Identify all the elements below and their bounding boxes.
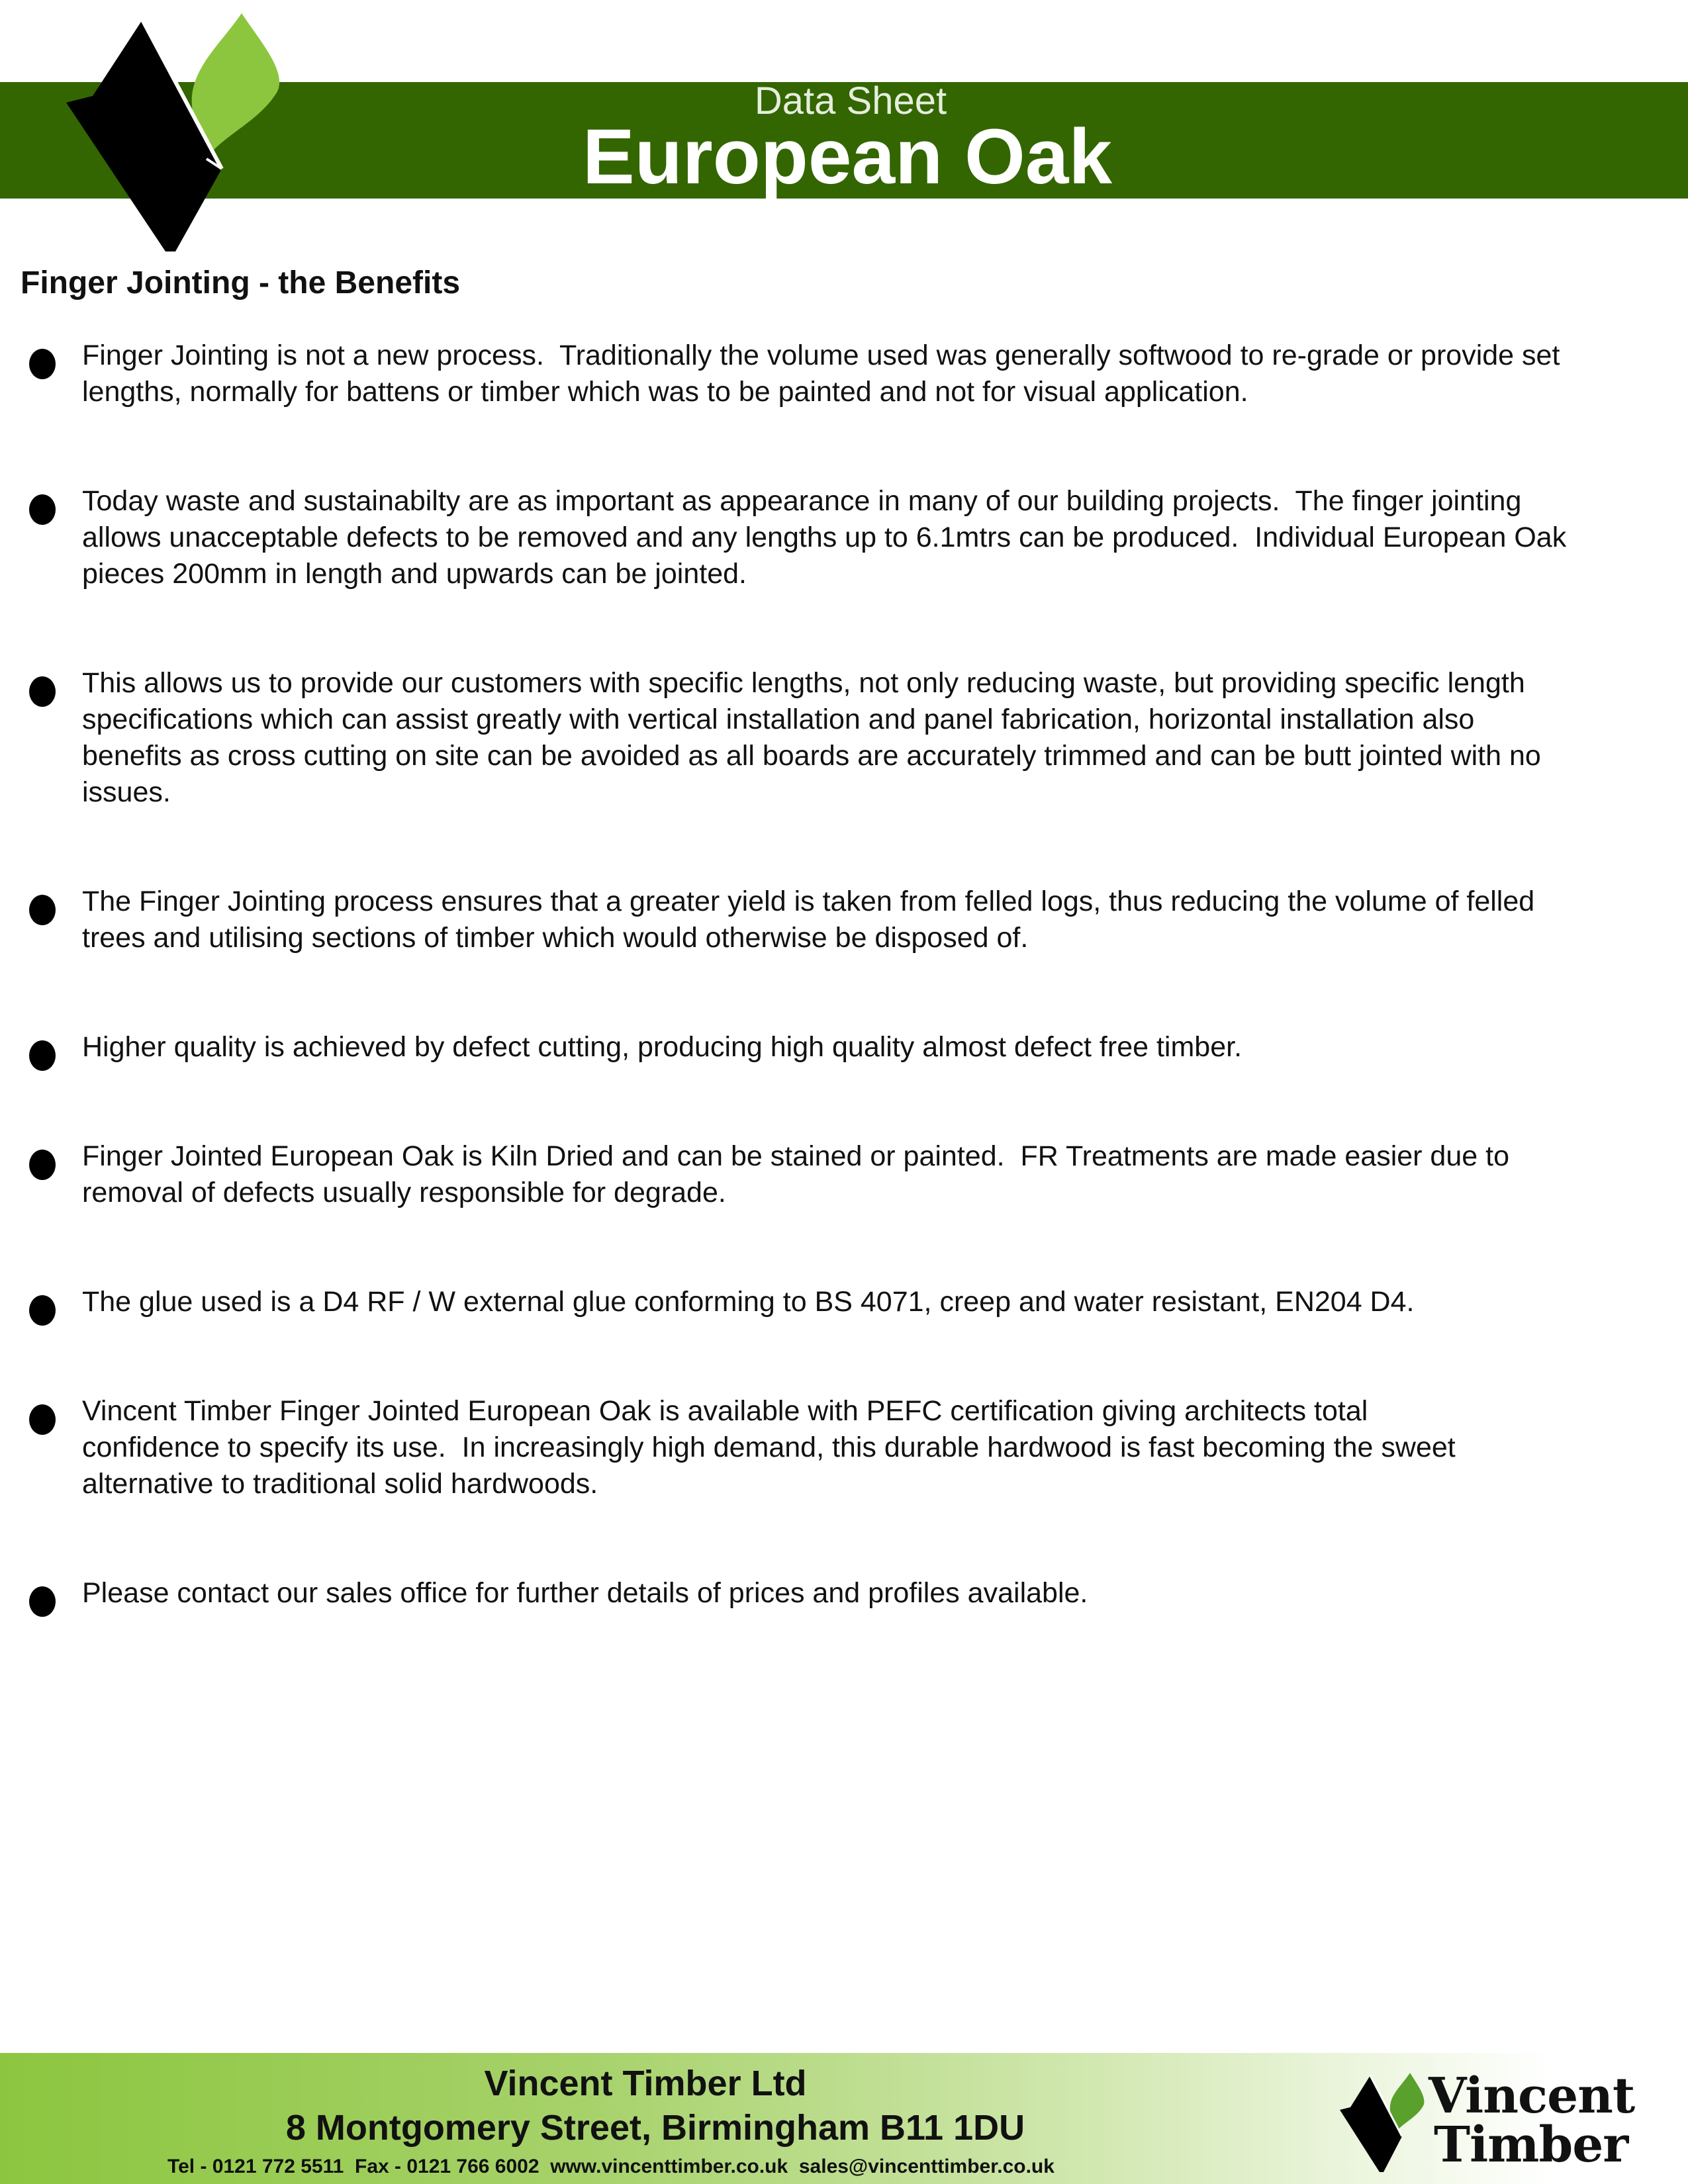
list-item-text: Today waste and sustainabilty are as important as appearance in many of our building projects. The finger jointing allows unacceptable defects to be removed and any lengths up to 6.1mtrs can be produced. Individual European Oak pieces 200mm in length and upwards can be jointed. [82, 485, 1567, 590]
footer-contact: Tel - 0121 772 5511 Fax - 0121 766 6002 www.vincenttimber.co.uk sales@vincenttimber.co.uk [167, 2156, 1055, 2177]
section-heading: Finger Jointing - the Benefits [21, 265, 461, 300]
bullet-dot-icon [29, 1150, 56, 1180]
list-item-text: Finger Jointed European Oak is Kiln Dried and can be stained or painted. FR Treatments are made easier due to removal of defects usually responsible for degrade. [82, 1140, 1509, 1208]
list-item-text: This allows us to provide our customers with specific lengths, not only reducing waste, but providing specific length specifications which can assist greatly with vertical installation and panel fabrication, horizontal installation also benefits as cross cutting on site can be avoided as all boards are accurately trimmed and can be butt jointed with no issues. [82, 667, 1541, 808]
bullet-dot-icon [29, 494, 56, 525]
page-title: European Oak [582, 113, 1112, 201]
bullet-dot-icon [29, 676, 56, 707]
list-item-text: Higher quality is achieved by defect cutting, producing high quality almost defect free timber. [82, 1031, 1243, 1063]
header-subtitle: Data Sheet [754, 79, 947, 122]
footer-logo [1336, 2069, 1634, 2175]
bullet-dot-icon [29, 1040, 56, 1071]
footer-company-name: Vincent Timber Ltd [484, 2064, 807, 2103]
list-item-text: The Finger Jointing process ensures that a greater yield is taken from felled logs, thus reducing the volume of felled trees and utilising sections of timber which would otherwise be disposed of. [82, 886, 1535, 954]
bullet-dot-icon [29, 1404, 56, 1435]
bullet-dot-icon [29, 1295, 56, 1326]
list-item-text: The glue used is a D4 RF / W external glue conforming to BS 4071, creep and water resistant, EN204 D4. [82, 1286, 1415, 1318]
footer-address: 8 Montgomery Street, Birmingham B11 1DU [285, 2108, 1025, 2148]
list-item-text: Finger Jointing is not a new process. Traditionally the volume used was generally softwood to re-grade or provide set lengths, normally for battens or timber which was to be painted and not for visual application. [82, 340, 1560, 408]
vincent-timber-logo-icon [1336, 2069, 1429, 2175]
bullet-dot-icon [29, 1586, 56, 1617]
footer-logo-word: Timber [1434, 2116, 1628, 2173]
list-item-text: Vincent Timber Finger Jointed European Oak is available with PEFC certification giving architects total confidence to specify its use. In increasingly high demand, this durable hardwood is fast becoming the sweet alternative to traditional solid hardwoods. [82, 1395, 1456, 1500]
bullet-dot-icon [29, 349, 56, 379]
footer-logo-word: Vincent [1429, 2068, 1635, 2124]
list-item-text: Please contact our sales office for further details of prices and profiles available. [82, 1577, 1088, 1609]
bullet-dot-icon [29, 895, 56, 925]
